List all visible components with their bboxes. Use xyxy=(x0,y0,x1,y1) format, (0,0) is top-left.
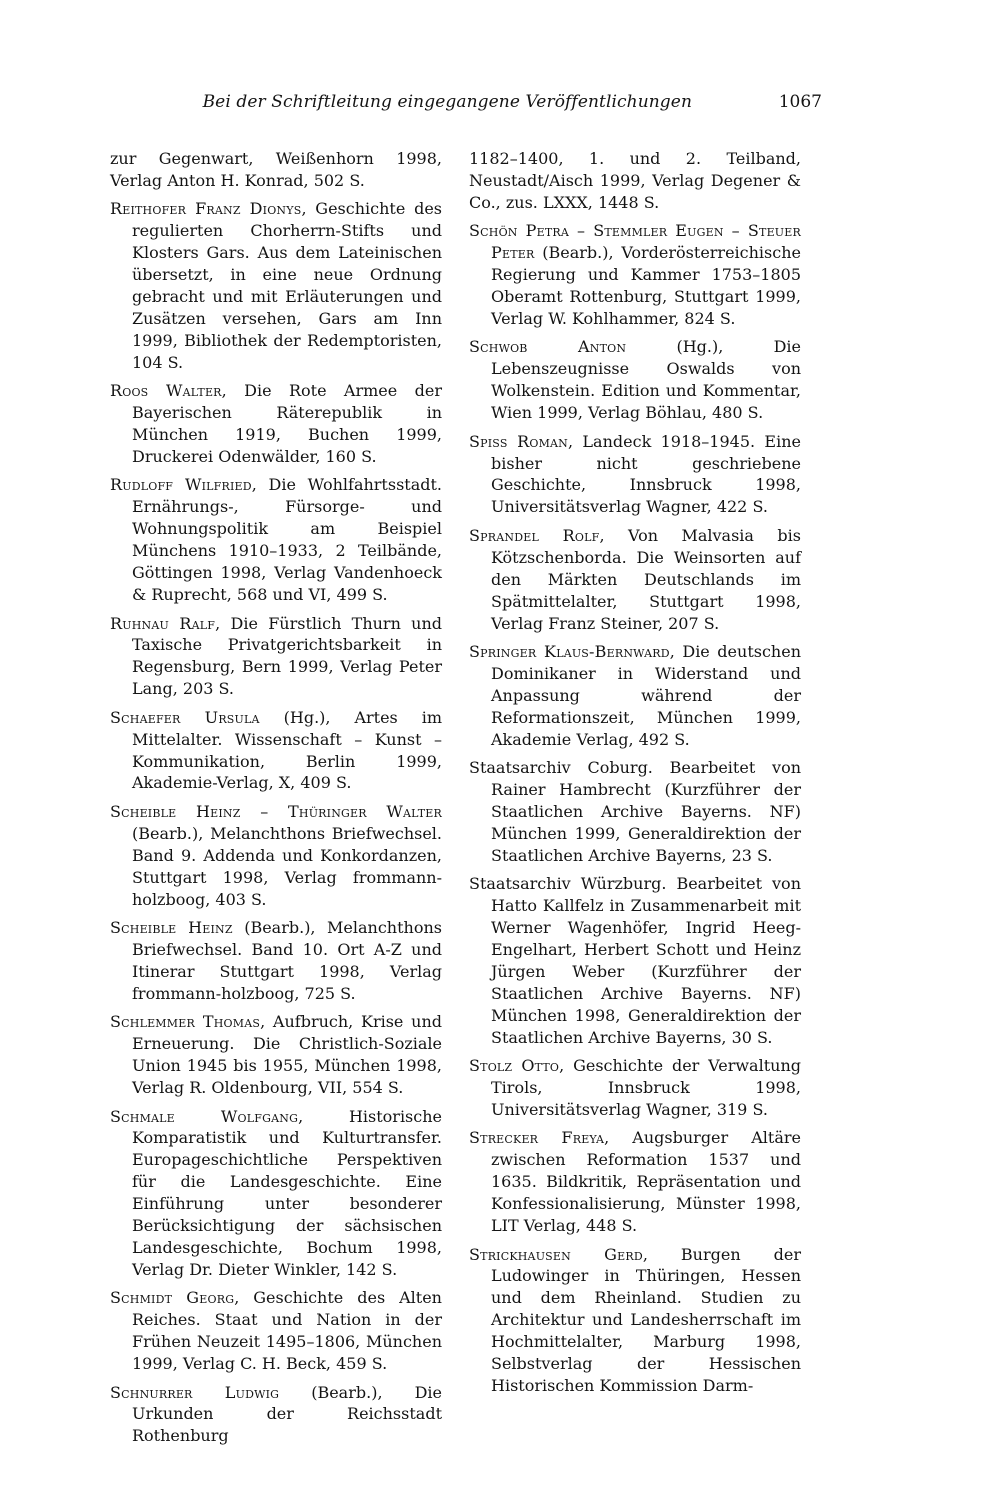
entry-text: , Historische Komparatistik und Kulturtransfer. Europageschichtliche Perspektiven für die Landesgeschichte. Eine Einführung unter besonderer Berücksichtigung der sächsischen Landesgeschichte, Bochum 1998, Verlag Dr. Dieter Winkler, 142 S. xyxy=(132,1106,442,1279)
entry-text: , Die deutschen Dominikaner in Widerstand und Anpassung während der Reformationszeit, München 1999, Akademie Verlag, 492 S. xyxy=(491,642,801,749)
entry-text: Staatsarchiv Würzburg. Bearbeitet von Hatto Kallfelz in Zusammenarbeit mit Werner Wagenhöfer, Ingrid Heeg-Engelhart, Herbert Schott und Heinz Jürgen Weber (Kurzführer der Staatlichen Archive Bayerns. NF) München 1998, Generaldirektion der Staatlichen Archive Bayerns, 30 S. xyxy=(469,874,801,1047)
entry-text: , Geschichte der Verwaltung Tirols, Innsbruck 1998, Universitätsverlag Wagner, 319 S. xyxy=(491,1056,801,1119)
bib-entry xyxy=(110,1106,442,1281)
bib-entry: 1182–1400, 1. und 2. Teilband, Neustadt/Aisch 1999, Verlag Degener & Co., zus. LXXX, 1448 S. xyxy=(469,149,801,212)
bib-entry xyxy=(469,1055,801,1121)
entry-text: , Aufbruch, Krise und Erneuerung. Die Christlich-Soziale Union 1945 bis 1955, München 1998, Verlag R. Oldenbourg, VII, 554 S. xyxy=(132,1012,442,1097)
entry-text: (Bearb.), Vorderösterreichische Regierung und Kammer 1753–1805 Oberamt Rottenburg, Stuttgart 1999, Verlag W. Kohlhammer, 824 S. xyxy=(491,243,801,328)
bib-entry xyxy=(469,336,801,424)
entry-author: Schlemmer Thomas xyxy=(110,1012,261,1032)
bib-entry xyxy=(469,757,801,867)
entry-author: Reithofer Franz Dionys xyxy=(110,199,302,219)
bib-entry xyxy=(469,431,801,519)
entry-author: Schnurrer Ludwig xyxy=(110,1382,280,1402)
entry-author: Ruhnau Ralf xyxy=(110,613,216,633)
bib-entry xyxy=(110,917,442,1005)
entry-text: (Bearb.), Melanchthons Briefwechsel. Band 10. Ort A-Z und Itinerar Stuttgart 1998, Verlag frommann-holzboog, 725 S. xyxy=(132,918,442,1003)
left-column xyxy=(110,148,442,1454)
entry-author: Roos Walter xyxy=(110,381,222,401)
bib-entry xyxy=(110,1287,442,1375)
entry-author: Sprandel Rolf xyxy=(469,525,600,545)
bib-entry xyxy=(469,873,801,1048)
running-header xyxy=(110,92,822,120)
entry-author: Spiss Roman xyxy=(469,431,569,451)
entry-text: , Von Malvasia bis Kötzschenborda. Die Weinsorten auf den Märkten Deutschlands im Spätmittelalter, Stuttgart 1998, Verlag Franz Steiner, 207 S. xyxy=(491,525,801,633)
entry-text: (Hg.), Die Lebenszeugnisse Oswalds von Wolkenstein. Edition und Kommentar, Wien 1999, Verlag Böhlau, 480 S. xyxy=(491,337,801,423)
entry-text: , Augsburger Altäre zwischen Reformation 1537 und 1635. Bildkritik, Repräsentation und Konfessionalisierung, Münster 1998, LIT Verlag, 448 S. xyxy=(491,1128,801,1236)
entry-text: , Die Wohlfahrtsstadt. Ernährungs-, Fürsorge- und Wohnungspolitik am Beispiel Münchens 1910–1933, 2 Teilbände, Göttingen 1998, Verlag Vandenhoeck & Ruprecht, 568 und VI, 499 S. xyxy=(132,475,443,604)
entry-text: (Bearb.), Melanchthons Briefwechsel. Band 9. Addenda und Konkordanzen, Stuttgart 1998, Verlag frommann-holzboog, 403 S. xyxy=(132,823,442,909)
entry-text: , Die Rote Armee der Bayerischen Räterepublik in München 1919, Buchen 1999, Druckerei Odenwälder, 160 S. xyxy=(132,381,443,466)
bib-entry: zur Gegenwart, Weißenhorn 1998, Verlag Anton H. Konrad, 502 S. xyxy=(110,149,442,190)
bib-entry xyxy=(469,1244,801,1397)
bib-entry xyxy=(110,707,442,795)
right-column xyxy=(469,148,801,1403)
entry-author: Rudloff Wilfried xyxy=(110,475,252,495)
bib-entry xyxy=(110,474,442,605)
bib-entry xyxy=(469,525,801,635)
entry-text: (Hg.), Artes im Mittelalter. Wissenschaft – Kunst – Kommunikation, Berlin 1999, Akademie-Verlag, X, 409 S. xyxy=(132,707,442,793)
bib-entry xyxy=(110,198,442,373)
bib-entry xyxy=(469,641,801,751)
bib-entry xyxy=(469,220,801,330)
entry-text: , Geschichte des regulierten Chorherrn-Stifts und Klosters Gars. Aus dem Lateinischen übersetzt, in eine neue Ordnung gebracht und mit Erläuterungen und Zusätzen versehen, Gars am Inn 1999, Bibliothek der Redemptoristen, 104 S. xyxy=(132,199,442,372)
bib-entry xyxy=(110,801,442,911)
entry-text: , Geschichte des Alten Reiches. Staat und Nation in der Frühen Neuzeit 1495–1806, München 1999, Verlag C. H. Beck, 459 S. xyxy=(132,1288,442,1374)
bib-entry xyxy=(110,613,442,701)
entry-author: Springer Klaus-Bernward xyxy=(469,642,670,661)
entry-author: Strickhausen Gerd xyxy=(469,1244,643,1264)
entry-text: , Landeck 1918–1945. Eine bisher nicht geschriebene Geschichte, Innsbruck 1998, Universitätsverlag Wagner, 422 S. xyxy=(491,431,801,517)
entry-author: Schaefer Ursula xyxy=(110,707,260,727)
entry-author: Scheible Heinz – Thüringer Walter xyxy=(110,801,442,821)
page-number: 1067 xyxy=(778,92,822,112)
entry-author: Schön Petra – Stemmler Eugen – Steuer Peter xyxy=(469,221,801,263)
entry-author: Scheible Heinz xyxy=(110,918,233,938)
entry-text: Staatsarchiv Coburg. Bearbeitet von Rainer Hambrecht (Kurzführer der Staatlichen Archive Bayerns. NF) München 1999, Generaldirektion der Staatlichen Archive Bayerns, 23 S. xyxy=(469,758,801,865)
entry-text: , Burgen der Ludowinger in Thüringen, Hessen und dem Rheinland. Studien zu Architektur und Landesherrschaft im Hochmittelalter, Marburg 1998, Selbstverlag der Hessischen Historischen Kommission Darm- xyxy=(491,1244,801,1395)
entry-author: Stolz Otto xyxy=(469,1056,560,1076)
entry-author: Schmale Wolfgang xyxy=(110,1106,299,1126)
bib-entry xyxy=(110,1382,442,1448)
entry-author: Schwob Anton xyxy=(469,337,627,357)
bib-entry xyxy=(110,1011,442,1099)
entry-text: (Bearb.), Die Urkunden der Reichsstadt Rothenburg xyxy=(132,1382,442,1446)
entry-text: , Die Fürstlich Thurn und Taxische Privatgerichtsbarkeit in Regensburg, Bern 1999, Verlag Peter Lang, 203 S. xyxy=(132,613,443,699)
running-title: Bei der Schriftleitung eingegangene Veröffentlichungen xyxy=(202,92,692,112)
bib-entry xyxy=(110,380,442,468)
entry-author: Strecker Freya xyxy=(469,1128,605,1148)
bib-entry xyxy=(469,1127,801,1237)
entry-author: Schmidt Georg xyxy=(110,1288,235,1308)
